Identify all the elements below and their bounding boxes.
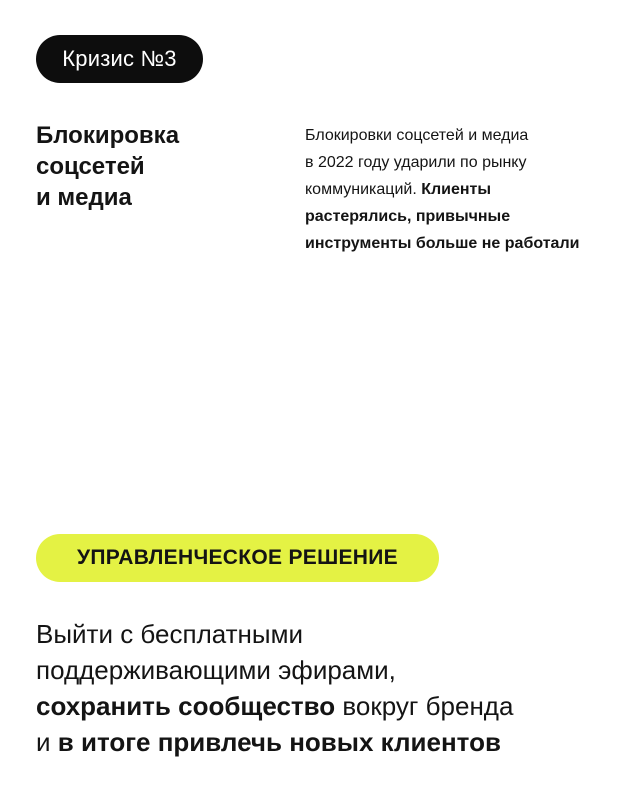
crisis-description-emphasis: растерялись, привычные (305, 208, 511, 225)
crisis-description-text: коммуникаций. (305, 181, 422, 198)
decision-text-line: поддерживающими эфирами, (36, 655, 396, 685)
decision-text-regular: вокруг бренда (335, 691, 514, 721)
decision-text-regular: и (36, 727, 58, 757)
management-decision-badge (36, 534, 439, 582)
decision-text-line (36, 688, 626, 724)
crisis-description-line: в 2022 году ударили по рынку (305, 154, 527, 171)
crisis-number-badge (36, 35, 203, 83)
crisis-description-line: Блокировки соцсетей и медиа (305, 127, 529, 144)
crisis-description-emphasis: Клиенты (421, 181, 492, 198)
decision-text-line: Выйти с бесплатными (36, 619, 303, 649)
crisis-title-line: соцсетей (36, 153, 145, 180)
crisis-title (36, 120, 276, 213)
crisis-description (305, 122, 625, 257)
crisis-description-line (305, 203, 625, 230)
crisis-description-line (305, 230, 625, 257)
decision-text-line (36, 724, 626, 760)
decision-text-emphasis: в итоге привлечь новых клиентов (57, 727, 501, 757)
crisis-description-emphasis: инструменты больше не работали (305, 235, 580, 252)
crisis-description-line (305, 176, 625, 203)
decision-text (36, 616, 626, 760)
decision-text-emphasis: сохранить сообщество (36, 691, 336, 721)
management-decision-label: УПРАВЛЕНЧЕСКОЕ РЕШЕНИЕ (77, 546, 398, 569)
crisis-title-line: и медиа (36, 184, 132, 211)
crisis-number-label: Кризис №3 (62, 46, 177, 71)
crisis-title-line: Блокировка (36, 122, 180, 149)
